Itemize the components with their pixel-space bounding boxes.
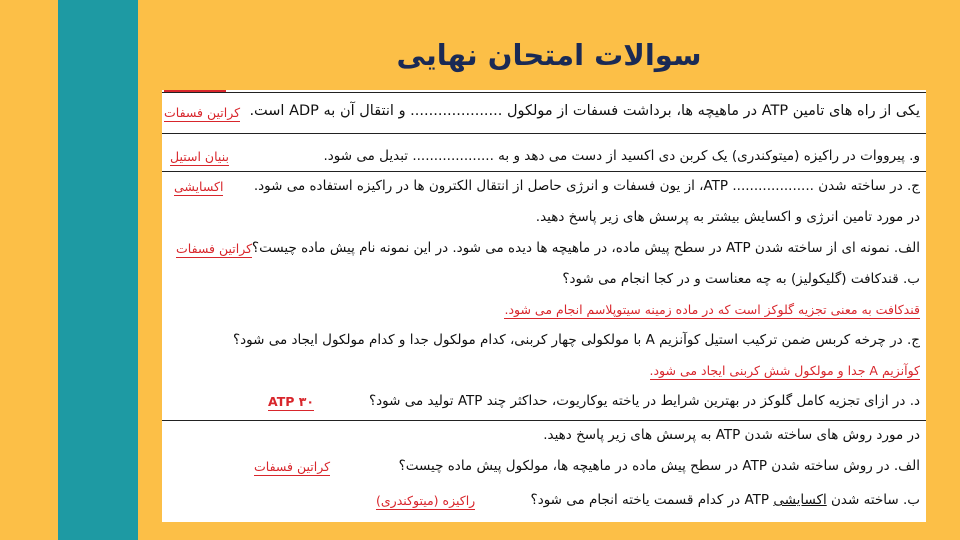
question-5-intro: در مورد روش های ساخته شدن ATP به پرسش های زیر پاسخ دهید. [543,427,920,443]
question-4c: ج. در چرخه کربس ضمن ترکیب استیل کوآنزیم A با مولکولی چهار کربنی، کدام مولکول جدا و کدام مولکول ایجاد می شود؟ [232,332,920,348]
divider [162,133,926,134]
question-4d: د. در ازای تجزیه کامل گلوکز در بهترین شرایط در یاخته یوکاریوت، حداکثر چند ATP تولید می شود؟ [369,393,920,409]
question-2: و. پیرووات در راکیزه (میتوکندری) یک کربن دی اکسید از دست می دهد و به ................... تبدیل می شود. [323,148,920,164]
answer-3: اکسایشی [174,179,224,194]
question-1: یکی از راه های تامین ATP در ماهیچه ها، برداشت فسفات از مولکول .................... و انتقال آن به ADP است. [249,103,920,119]
answer-5a: کراتین فسفات [254,459,331,474]
slide-title: سوالات امتحان نهایی [396,38,702,72]
answer-4a: کراتین فسفات [176,241,253,256]
answer-4b: قندکافت به معنی تجزیه گلوکز است که در ماده زمینه سیتوپلاسم انجام می شود. [504,302,920,317]
answer-4c: کوآنزیم A جدا و مولکول شش کربنی ایجاد می شود. [649,363,920,378]
answer-5b: راکیزه (میتوکندری) [376,493,476,508]
question-5b-end: ATP در کدام قسمت یاخته انجام می شود؟ [530,492,770,508]
answer-2: بنیان استیل [170,149,229,164]
question-4a: الف. نمونه ای از ساخته شدن ATP در سطح پیش ماده، در ماهیچه ها دیده می شود. در این نمونه نام پیش ماده چیست؟ [251,240,920,256]
question-4b: ب. قندکافت (گلیکولیز) به چه معناست و در کجا انجام می شود؟ [562,271,920,287]
divider [162,171,926,172]
answer-1: کراتین فسفات [164,105,241,120]
question-3: ج. در ساخته شدن ................... ATP، از یون فسفات و انرژی حاصل از انتقال الکترون ها در راکیزه استفاده می شود. [253,178,920,194]
exam-sheet [162,90,926,522]
teal-accent-band [58,0,138,540]
question-4-intro: در مورد تامین انرژی و اکسایش بیشتر به پرسش های زیر پاسخ دهید. [535,209,920,225]
question-5b [531,492,920,508]
divider [162,92,926,93]
question-5b-underlined: اکسایشی [773,492,827,508]
answer-4d: ۳۰ ATP [268,394,315,409]
question-5b-start: ب. ساخته شدن [831,492,920,508]
left-margin-band [0,0,58,540]
question-5a: الف. در روش ساخته شدن ATP در سطح پیش ماده در ماهیچه ها، مولکول پیش ماده چیست؟ [398,458,920,474]
divider [162,420,926,421]
